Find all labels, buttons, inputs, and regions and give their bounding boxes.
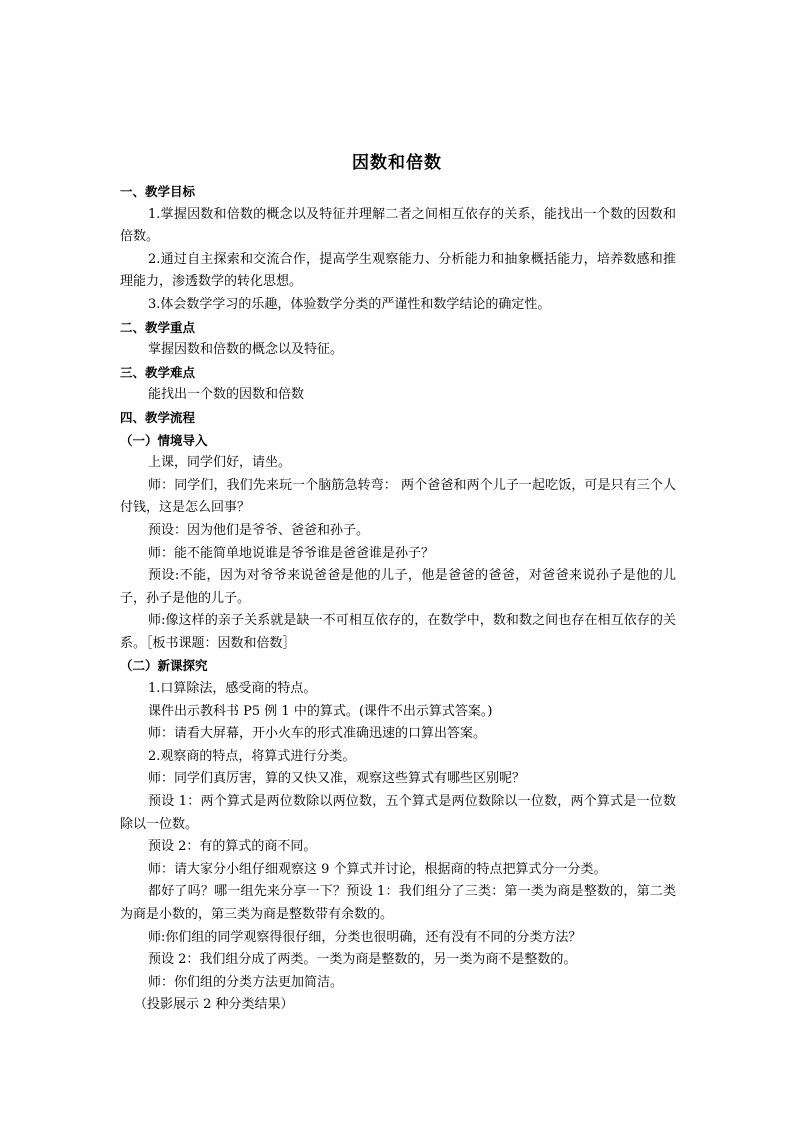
key-points-text: 掌握因数和倍数的概念以及特征。 xyxy=(148,342,344,358)
paragraph: 预设 2：我们组分成了两类。一类为商是整数的，另一类为商不是整数的。 xyxy=(148,952,577,968)
paragraph: 师：请大家分小组仔细观察这 9 个算式并讨论，根据商的特点把算式分一分类。 xyxy=(148,861,607,877)
paragraph: 课件出示教科书 P5 例 1 中的算式。(课件不出示算式答案。) xyxy=(148,703,493,719)
heading-part-2: （二）新课探究 xyxy=(120,658,208,674)
paragraph: 师：请看大屏幕，开小火车的形式准确迅速的口算出答案。 xyxy=(148,726,487,742)
goal-2: 2.通过自主探索和交流合作，提高学生观察能力、分析能力和抽象概括能力，培养数感和推理能力，渗透数学的转化思想。 xyxy=(120,251,676,290)
paragraph: 预设 1：两个算式是两位数除以两位数，五个算式是两位数除以一位数，两个算式是一位数除以一位数。 xyxy=(120,794,676,832)
goal-3: 3.体会数学学习的乐趣，体验数学分类的严谨性和数学结论的确定性。 xyxy=(148,296,551,312)
paragraph: 师:像这样的亲子关系就是缺一不可相互依存的，在数学中，数和数之间也存在相互依存的关系。［板书课题：因数和倍数］ xyxy=(120,613,676,651)
paragraph: 1.口算除法，感受商的特点。 xyxy=(148,681,317,697)
heading-difficulty: 三、教学难点 xyxy=(120,364,196,380)
paragraph: 师:你们组的同学观察得很仔细，分类也很明确，还有没有不同的分类方法？ xyxy=(148,929,582,945)
heading-process: 四、教学流程 xyxy=(120,409,196,425)
difficulty-text: 能找出一个数的因数和倍数 xyxy=(148,387,305,403)
paragraph: 预设 2：有的算式的商不同。 xyxy=(148,839,317,855)
paragraph: 师：同学们真厉害，算的又快又准，观察这些算式有哪些区别呢？ xyxy=(148,771,526,787)
paragraph: 预设:不能，因为对爷爷来说爸爸是他的儿子，他是爸爸的爸爸，对爸爸来说孙子是他的儿子，孙子是他的儿子。 xyxy=(120,568,676,606)
paragraph: 师：同学们，我们先来玩一个脑筋急转弯： 两个爸爸和两个儿子一起吃饭，可是只有三个人付钱，这是怎么回事？ xyxy=(120,477,676,516)
document-title: 因数和倍数 xyxy=(352,153,442,173)
paragraph: 师：你们组的分类方法更加简洁。 xyxy=(148,974,344,990)
paragraph: 师：能不能简单地说谁是爷爷谁是爸爸谁是孙子？ xyxy=(148,545,435,561)
document-body xyxy=(120,181,676,1017)
heading-goals: 一、教学目标 xyxy=(120,184,196,199)
paragraph: 2.观察商的特点，将算式进行分类。 xyxy=(148,748,356,764)
paragraph: （投影展示 2 种分类结果） xyxy=(134,997,294,1013)
heading-part-1: （一）情境导入 xyxy=(120,432,208,448)
paragraph: 预设：因为他们是爷爷、爸爸和孙子。 xyxy=(148,522,370,538)
heading-key-points: 二、教学重点 xyxy=(120,319,196,335)
paragraph: 上课，同学们好，请坐。 xyxy=(148,455,292,471)
goal-1: 1.掌握因数和倍数的概念以及特征并理解二者之间相互依存的关系，能找出一个数的因数和倍数。 xyxy=(120,206,676,245)
paragraph: 都好了吗？哪一组先来分享一下？预设 1：我们组分了三类：第一类为商是整数的，第二类为商是小数的，第三类为商是整数带有余数的。 xyxy=(120,884,676,922)
